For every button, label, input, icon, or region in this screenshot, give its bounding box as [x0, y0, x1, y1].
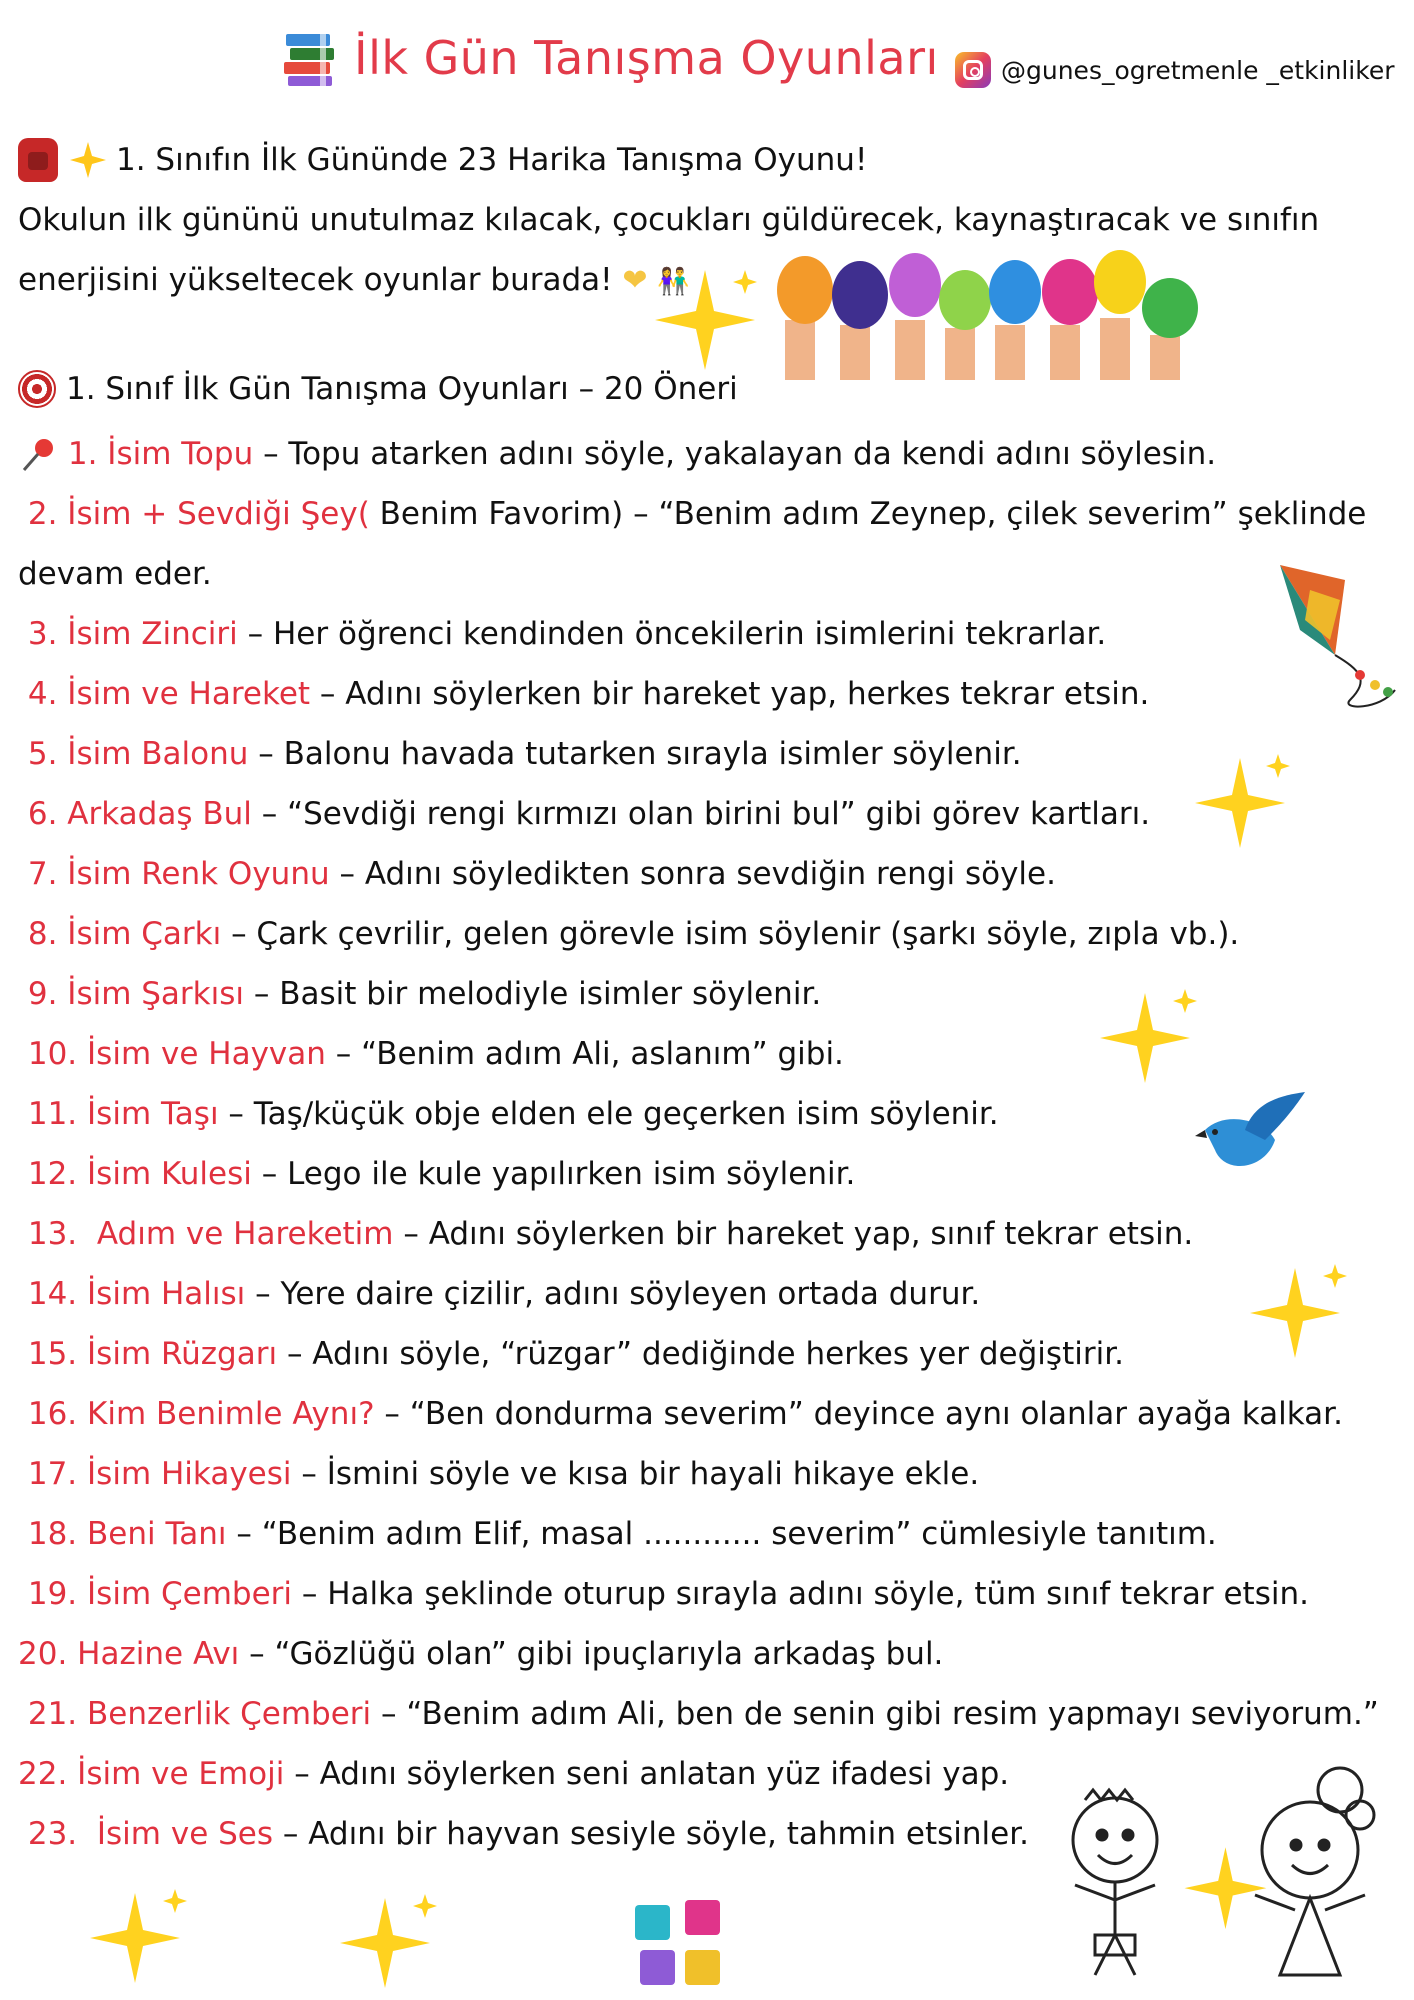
list-item: 22. İsim ve Emoji – Adını söylerken seni anlatan yüz ifadesi yap.	[18, 1756, 1010, 1792]
list-item: 21. Benzerlik Çemberi – “Benim adım Ali, ben de senin gibi resim yapmayı seviyorum.”	[27, 1696, 1379, 1732]
sparkles-icon	[68, 140, 108, 180]
section-title	[18, 370, 738, 408]
game-list	[18, 424, 1398, 1864]
list-item: 17. İsim Hikayesi – İsmini söyle ve kısa bir hayali hikaye ekle.	[27, 1456, 980, 1492]
list-item: 10. İsim ve Hayvan – “Benim adım Ali, aslanım” gibi.	[27, 1036, 844, 1072]
target-icon	[18, 370, 56, 408]
kids-illustration	[1040, 1760, 1410, 1995]
bird-icon	[1195, 1090, 1315, 1185]
kids-icon: 👫	[657, 267, 690, 297]
kite-icon	[1270, 560, 1400, 720]
list-item: 6. Arkadaş Bul – “Sevdiği rengi kırmızı olan birini bul” gibi görev kartları.	[27, 796, 1151, 832]
list-item: 9. İsim Şarkısı – Basit bir melodiyle isimler söylenir.	[27, 976, 822, 1012]
heart-icon: ❤	[622, 263, 648, 298]
instagram-text: @gunes_ogretmenle _etkinliker	[1001, 55, 1395, 85]
list-item: 20. Hazine Avı – “Gözlüğü olan” gibi ipuçlarıyla arkadaş bul.	[18, 1636, 944, 1672]
colorful-hands-illustration	[765, 240, 1235, 380]
list-item: 14. İsim Halısı – Yere daire çizilir, adını söyleyen ortada durur.	[27, 1276, 981, 1312]
sparkle-icon	[85, 1885, 195, 1995]
sparkle-icon	[1245, 1260, 1355, 1370]
intro-body: Okulun ilk gününü unutulmaz kılacak, çocukları güldürecek, kaynaştıracak ve sınıfın enerjisini yükseltecek oyunlar burada!	[18, 202, 1320, 298]
list-item: 15. İsim Rüzgarı – Adını söyle, “rüzgar” dediğinde herkes yer değiştirir.	[27, 1336, 1124, 1372]
list-item: 1. İsim Topu – Topu atarken adını söyle, yakalayan da kendi adını söylesin.	[18, 424, 1398, 484]
backpack-icon	[18, 138, 58, 182]
intro-heading: 1. Sınıfın İlk Gününde 23 Harika Tanışma Oyunu!	[116, 142, 868, 178]
list-item: 4. İsim ve Hareket – Adını söylerken bir hareket yap, herkes tekrar etsin.	[27, 676, 1150, 712]
list-item: 2. İsim + Sevdiği Şey( Benim Favorim) – “Benim adım Zeynep, çilek severim” şeklinde devam eder.	[18, 496, 1367, 592]
pushpin-icon	[18, 436, 58, 476]
list-item: 19. İsim Çemberi – Halka şeklinde oturup sırayla adını söyle, tüm sınıf tekrar etsin.	[27, 1576, 1309, 1612]
list-item: 18. Beni Tanı – “Benim adım Elif, masal ............ severim” cümlesiyle tanıtım.	[27, 1516, 1217, 1552]
books-icon	[280, 28, 340, 88]
page-title: İlk Gün Tanışma Oyunları	[354, 31, 939, 85]
header	[280, 28, 939, 88]
list-item: 8. İsim Çarkı – Çark çevrilir, gelen görevle isim söylenir (şarkı söyle, zıpla vb.).	[27, 916, 1240, 952]
puzzle-icon	[630, 1895, 730, 1995]
instagram-handle	[955, 52, 1394, 88]
list-item: 13. Adım ve Hareketim – Adını söylerken bir hareket yap, sınıf tekrar etsin.	[27, 1216, 1194, 1252]
instagram-icon	[955, 52, 991, 88]
list-item: 16. Kim Benimle Aynı? – “Ben dondurma severim” deyince aynı olanlar ayağa kalkar.	[27, 1396, 1343, 1432]
sparkle-icon	[1095, 985, 1205, 1095]
list-item: 7. İsim Renk Oyunu – Adını söyledikten sonra sevdiğin rengi söyle.	[27, 856, 1056, 892]
list-item: 23. İsim ve Ses – Adını bir hayvan sesiyle söyle, tahmin etsinler.	[27, 1816, 1029, 1852]
sparkle-icon	[335, 1890, 445, 2000]
list-item: 12. İsim Kulesi – Lego ile kule yapılırken isim söylenir.	[27, 1156, 856, 1192]
list-item: 3. İsim Zinciri – Her öğrenci kendinden öncekilerin isimlerini tekrarlar.	[27, 616, 1107, 652]
section-title-text: 1. Sınıf İlk Gün Tanışma Oyunları – 20 Öneri	[66, 371, 738, 407]
sparkle-icon	[1190, 750, 1300, 860]
list-item: 11. İsim Taşı – Taş/küçük obje elden ele geçerken isim söylenir.	[27, 1096, 999, 1132]
sparkle-icon	[650, 265, 760, 375]
list-item: 5. İsim Balonu – Balonu havada tutarken sırayla isimler söylenir.	[27, 736, 1022, 772]
